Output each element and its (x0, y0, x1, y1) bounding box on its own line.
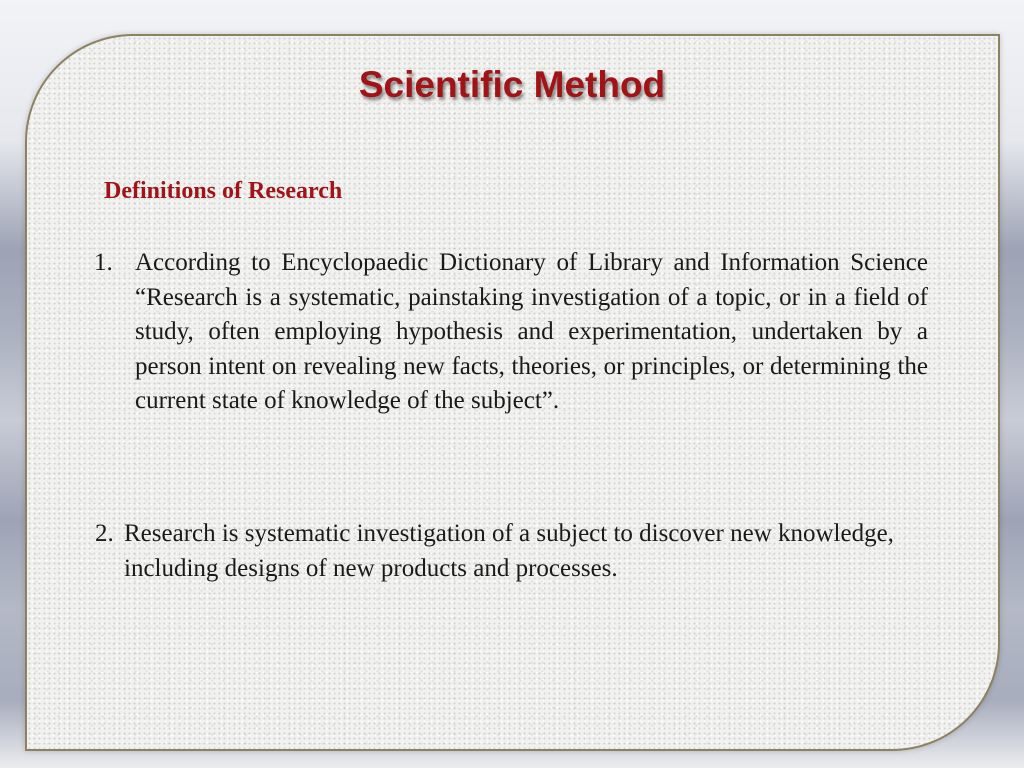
definition-text-2: Research is systematic investigation of a subject to discover new knowledge, including designs of new products and processes. (124, 520, 894, 582)
list-number-1: 1. (94, 249, 113, 276)
definition-text-1: According to Encyclopaedic Dictionary of Library and Information Science “Research is a systematic, painstaking investigation of a topic, or in a field of study, often employing hypothesis and experimentation, undertaken by a person intent on revealing new facts, theories, or principles, or determining the current state of knowledge of the subject”. (135, 249, 928, 414)
slide-title: Scientific Method (358, 64, 666, 105)
definition-item-1 (94, 246, 928, 419)
definition-item-2 (95, 517, 895, 586)
section-heading: Definitions of Research (104, 178, 343, 204)
list-number-2: 2. (95, 520, 114, 547)
